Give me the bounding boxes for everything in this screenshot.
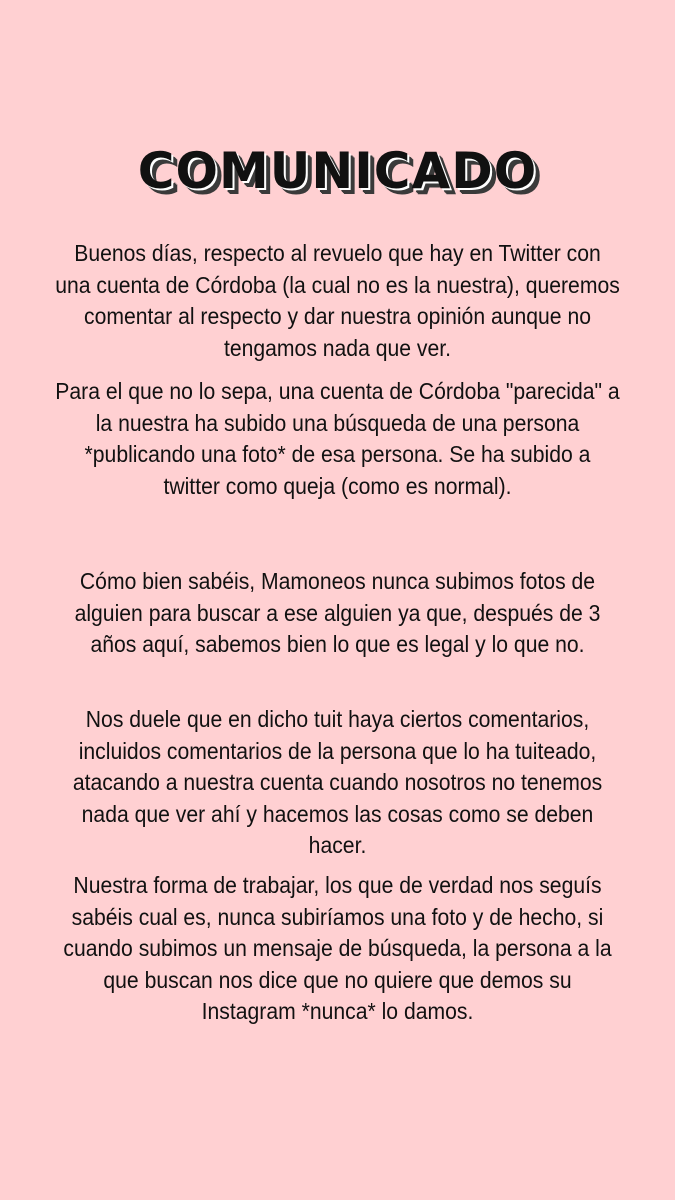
paragraph-context: Para el que no lo sepa, una cuenta de Córdoba "parecida" a la nuestra ha subido una búsqueda de una persona *publicando una foto* de esa persona. Se ha subido a twitter como queja (como es normal). — [55, 378, 620, 499]
paragraph-way-of-working: Nuestra forma de trabajar, los que de verdad nos seguís sabéis cual es, nunca subiríamos una foto y de hecho, si cuando subimos un mensaje de búsqueda, la persona a la que buscan nos dice que no quiere que demos su Instagram *nunca* lo damos. — [63, 872, 612, 1024]
paragraph-policy: Cómo bien sabéis, Mamoneos nunca subimos fotos de alguien para buscar a ese alguien ya que, después de 3 años aquí, sabemos bien lo que es legal y lo que no. — [74, 568, 601, 657]
page-title: COMUNICADO — [137, 142, 538, 200]
paragraph-intro: Buenos días, respecto al revuelo que hay en Twitter con una cuenta de Córdoba (la cual no es la nuestra), queremos comentar al respecto y dar nuestra opinión aunque no tengamos nada que ver. — [55, 240, 620, 361]
paragraph-comments: Nos duele que en dicho tuit haya ciertos comentarios, incluidos comentarios de la persona que lo ha tuiteado, atacando a nuestra cuenta cuando nosotros no tenemos nada que ver ahí y hacemos las cosas como se deben hacer. — [72, 706, 603, 858]
